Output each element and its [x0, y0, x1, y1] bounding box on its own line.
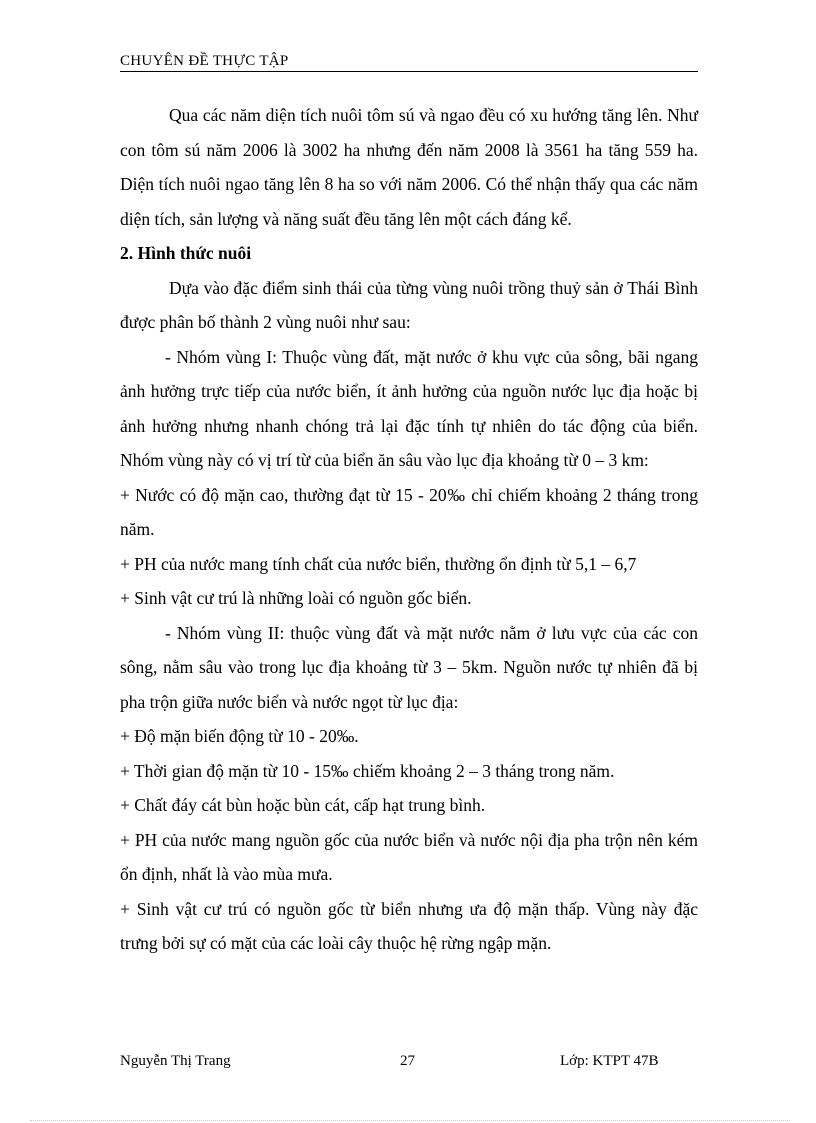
- list-item: + Thời gian độ mặn từ 10 - 15‰ chiếm khoảng 2 – 3 tháng trong năm.: [120, 760, 615, 781]
- list-item: + PH của nước mang tính chất của nước biển, thường ổn định từ 5,1 – 6,7: [120, 553, 637, 574]
- paragraph-zones-intro: Dựa vào đặc điểm sinh thái của từng vùng nuôi trồng thuỷ sản ở Thái Bình được phân bố thành 2 vùng nuôi như sau:: [120, 277, 698, 332]
- document-body: [120, 98, 698, 961]
- page-header: [120, 51, 698, 71]
- paragraph-zone-1: - Nhóm vùng I: Thuộc vùng đất, mặt nước ở khu vực của sông, bãi ngang ảnh hưởng trực tiếp của nước biển, ít ảnh hưởng của nguồn nước lục địa hoặc bị ảnh hưởng nhưng nhanh chóng trả lại đặc tính tự nhiên do tác động của biển. Nhóm vùng này có vị trí từ của biển ăn sâu vào lục địa khoảng từ 0 – 3 km:: [120, 346, 698, 470]
- list-item: + Nước có độ mặn cao, thường đạt từ 15 - 20‰ chỉ chiếm khoảng 2 tháng trong năm.: [120, 484, 698, 539]
- page-number: 27: [400, 1053, 415, 1069]
- footer-class-label: Lớp: KTPT 47B: [560, 1053, 659, 1069]
- footer-author: Nguyễn Thị Trang: [120, 1053, 231, 1069]
- list-item: + PH của nước mang nguồn gốc của nước biển và nước nội địa pha trộn nên kém ổn định, nhất là vào mùa mưa.: [120, 829, 698, 884]
- list-item: + Sinh vật cư trú là những loài có nguồn gốc biển.: [120, 588, 472, 608]
- header-divider: [120, 71, 698, 72]
- header-title: CHUYÊN ĐỀ THỰC TẬP: [120, 53, 289, 69]
- paragraph-zone-2: - Nhóm vùng II: thuộc vùng đất và mặt nước nằm ở lưu vực của các con sông, nằm sâu vào trong lục địa khoảng từ 3 – 5km. Nguồn nước tự nhiên đã bị pha trộn giữa nước biển và nước ngọt từ lục địa:: [120, 622, 698, 712]
- page-bottom-divider: [30, 1120, 790, 1121]
- section-heading: 2. Hình thức nuôi: [120, 243, 252, 263]
- paragraph-area-trend: Qua các năm diện tích nuôi tôm sú và ngao đều có xu hướng tăng lên. Như con tôm sú năm 2006 là 3002 ha nhưng đến năm 2008 là 3561 ha tăng 559 ha. Diện tích nuôi ngao tăng lên 8 ha so với năm 2006. Có thể nhận thấy qua các năm diện tích, sản lượng và năng suất đều tăng lên một cách đáng kể.: [120, 105, 698, 229]
- list-item: + Độ mặn biến động từ 10 - 20‰.: [120, 726, 359, 746]
- list-item: + Chất đáy cát bùn hoặc bùn cát, cấp hạt trung bình.: [120, 795, 486, 815]
- page-footer: [120, 1050, 698, 1072]
- list-item: + Sinh vật cư trú có nguồn gốc từ biển nhưng ưa độ mặn thấp. Vùng này đặc trưng bởi sự có mặt của các loài cây thuộc hệ rừng ngập mặn.: [120, 898, 698, 953]
